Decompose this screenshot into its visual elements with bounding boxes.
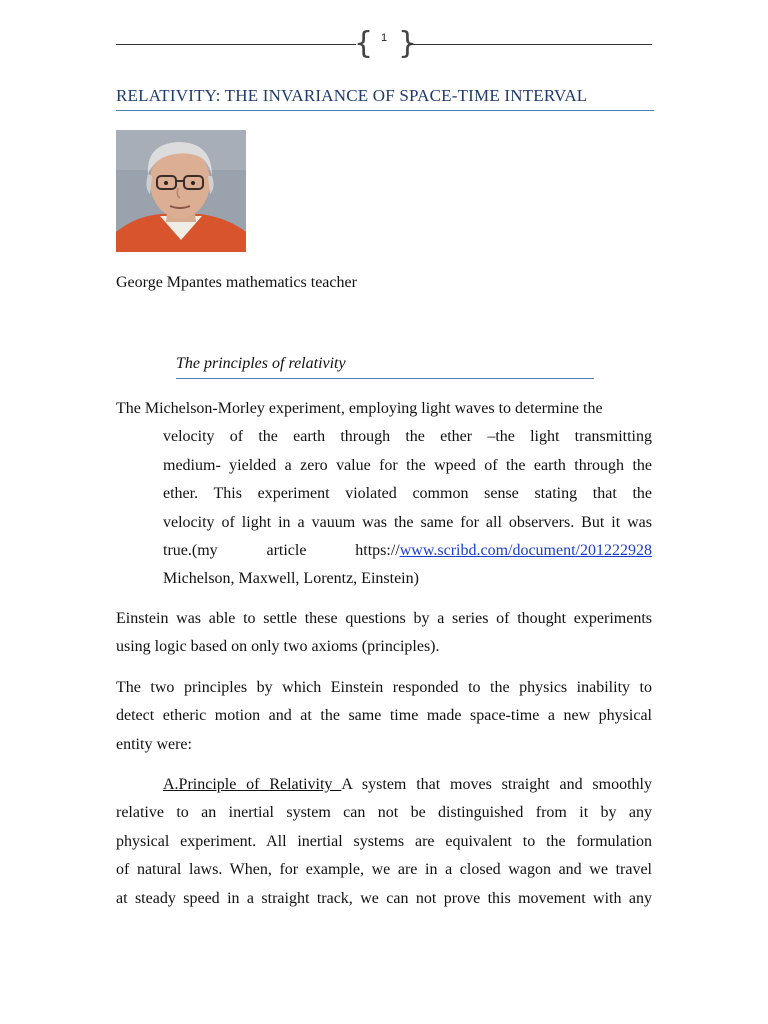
left-brace-icon: { (354, 26, 374, 61)
paragraph-line: velocity of the earth through the ether –the light transmitting (163, 428, 652, 446)
paragraph-line: ether. This experiment violated common sense stating that the (163, 485, 652, 503)
paragraph-line: at steady speed in a straight track, we can not prove this movement with any (116, 889, 652, 907)
header-rule-right (408, 44, 652, 45)
right-brace-icon: } (398, 26, 418, 61)
document-title: RELATIVITY: THE INVARIANCE OF SPACE-TIME INTERVAL (116, 86, 654, 111)
principle-text: A system that moves straight and smoothly (341, 776, 652, 793)
paragraph-line: using logic based on only two axioms (principles). (116, 638, 440, 656)
link-prefix: true.(my article https:// (163, 542, 400, 560)
paragraph-line: Einstein was able to settle these questions by a series of thought experiments (116, 610, 652, 627)
scribd-article-link[interactable]: www.scribd.com/document/201222928 (399, 542, 652, 560)
author-portrait (116, 130, 246, 252)
page-header (116, 26, 652, 64)
paragraph-link-line (116, 537, 652, 565)
paragraph-michelson-morley (116, 395, 652, 594)
paragraph-line: medium- yielded a zero value for the wpeed of the earth through the (163, 456, 652, 474)
header-rule-left (116, 44, 356, 45)
section-heading: The principles of relativity (176, 355, 594, 379)
paragraph-line: The Michelson-Morley experiment, employing light waves to determine the (116, 400, 603, 417)
author-line: George Mpantes mathematics teacher (116, 274, 357, 291)
paragraph-two-principles (116, 674, 652, 759)
paragraph-einstein-axioms (116, 605, 652, 662)
portrait-image (116, 130, 246, 252)
paragraph-line: physical experiment. All inertial systems are equivalent to the formulation (116, 832, 652, 850)
page-number: 1 (380, 32, 388, 44)
paragraph-line: entity were: (116, 735, 192, 753)
paragraph-line: velocity of light in a vauum was the same for all observers. But it was (163, 513, 652, 531)
paragraph-line: detect etheric motion and at the same time made space-time a new physical (116, 707, 652, 725)
principle-label: A.Principle of Relativity (163, 776, 342, 793)
paragraph-line: Michelson, Maxwell, Lorentz, Einstein) (163, 570, 419, 588)
paragraph-line: The two principles by which Einstein responded to the physics inability to (116, 679, 652, 696)
paragraph-line (116, 771, 652, 799)
paragraph-line: relative to an inertial system can not be distinguished from it by any (116, 804, 652, 822)
paragraph-line: of natural laws. When, for example, we are in a closed wagon and we travel (116, 861, 652, 879)
paragraph-principle-of-relativity (116, 771, 652, 913)
